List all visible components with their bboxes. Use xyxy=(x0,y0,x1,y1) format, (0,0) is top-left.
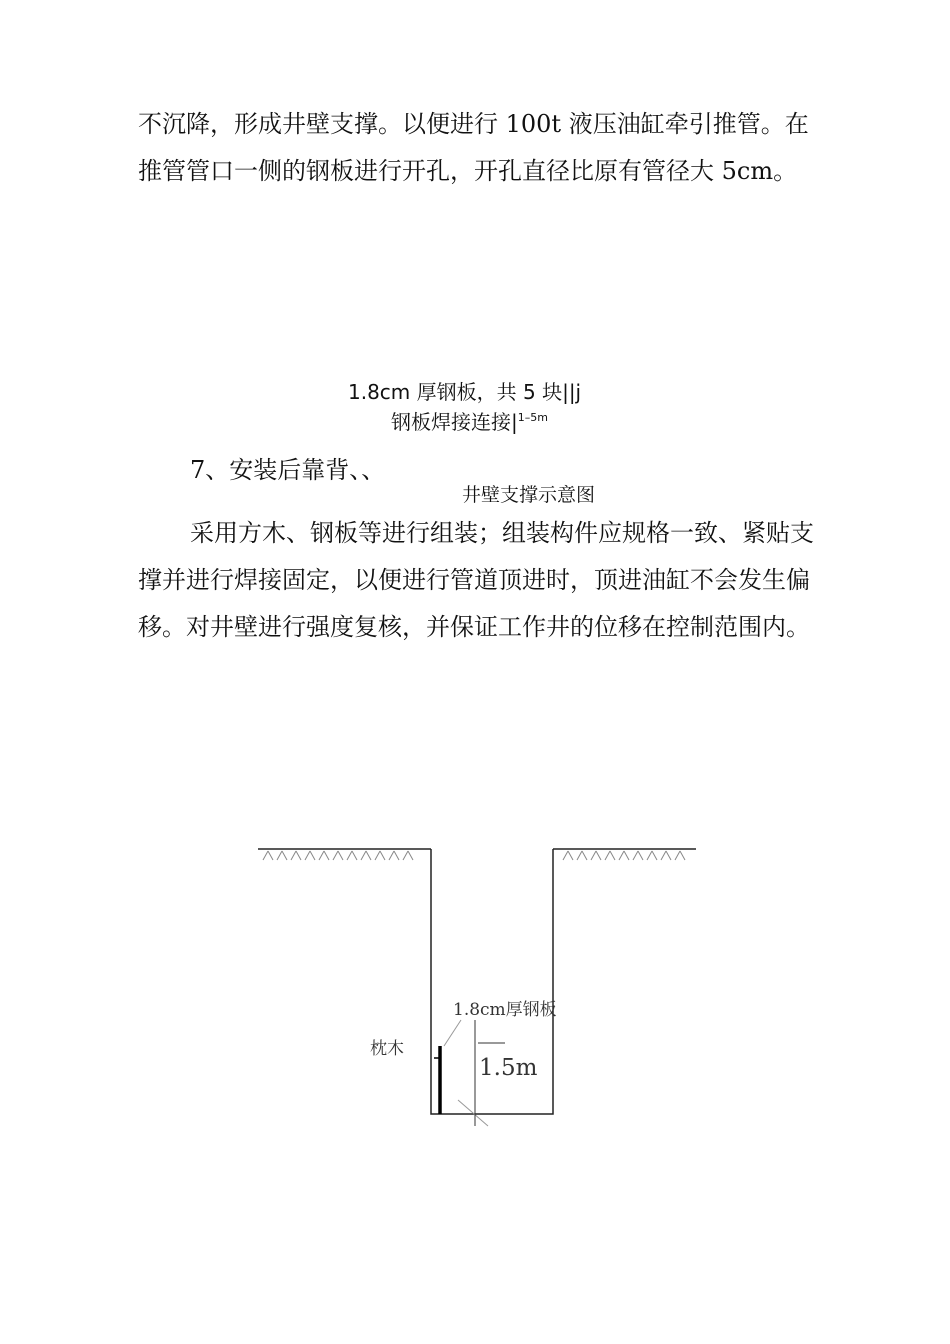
caption-weld-sup: 1–5m xyxy=(517,411,548,424)
plate-leader xyxy=(444,1020,461,1046)
label-depth: 1.5m xyxy=(479,1055,538,1081)
label-steel-plate: 1.8cm厚钢板 xyxy=(453,1000,557,1020)
caption-steel-plate: 1.8cm 厚钢板，共 5 块||j xyxy=(348,380,582,404)
soil-hatch-right xyxy=(563,851,685,860)
step-7-heading: 7、安装后靠背、、 xyxy=(190,456,386,484)
soil-hatch-left xyxy=(263,851,413,860)
caption-weld-text: 钢板焊接连接| xyxy=(391,410,518,434)
figure-title: 井壁支撑示意图 xyxy=(462,484,596,506)
bottom-leader xyxy=(458,1100,488,1126)
paragraph-intro: 不沉降，形成井壁支撑。以便进行 100t 液压油缸牵引推管。在推管管口一侧的钢板进行开孔，开孔直径比原有管径大 5cm。 xyxy=(138,110,809,185)
paragraph-assembly: 采用方木、钢板等进行组装；组装构件应规格一致、紧贴支撑并进行焊接固定，以便进行管道顶进时，顶进油缸不会发生偏移。对井壁进行强度复核，并保证工作井的位移在控制范围内。 xyxy=(138,519,814,641)
label-sleeper: 枕木 xyxy=(370,1039,404,1059)
